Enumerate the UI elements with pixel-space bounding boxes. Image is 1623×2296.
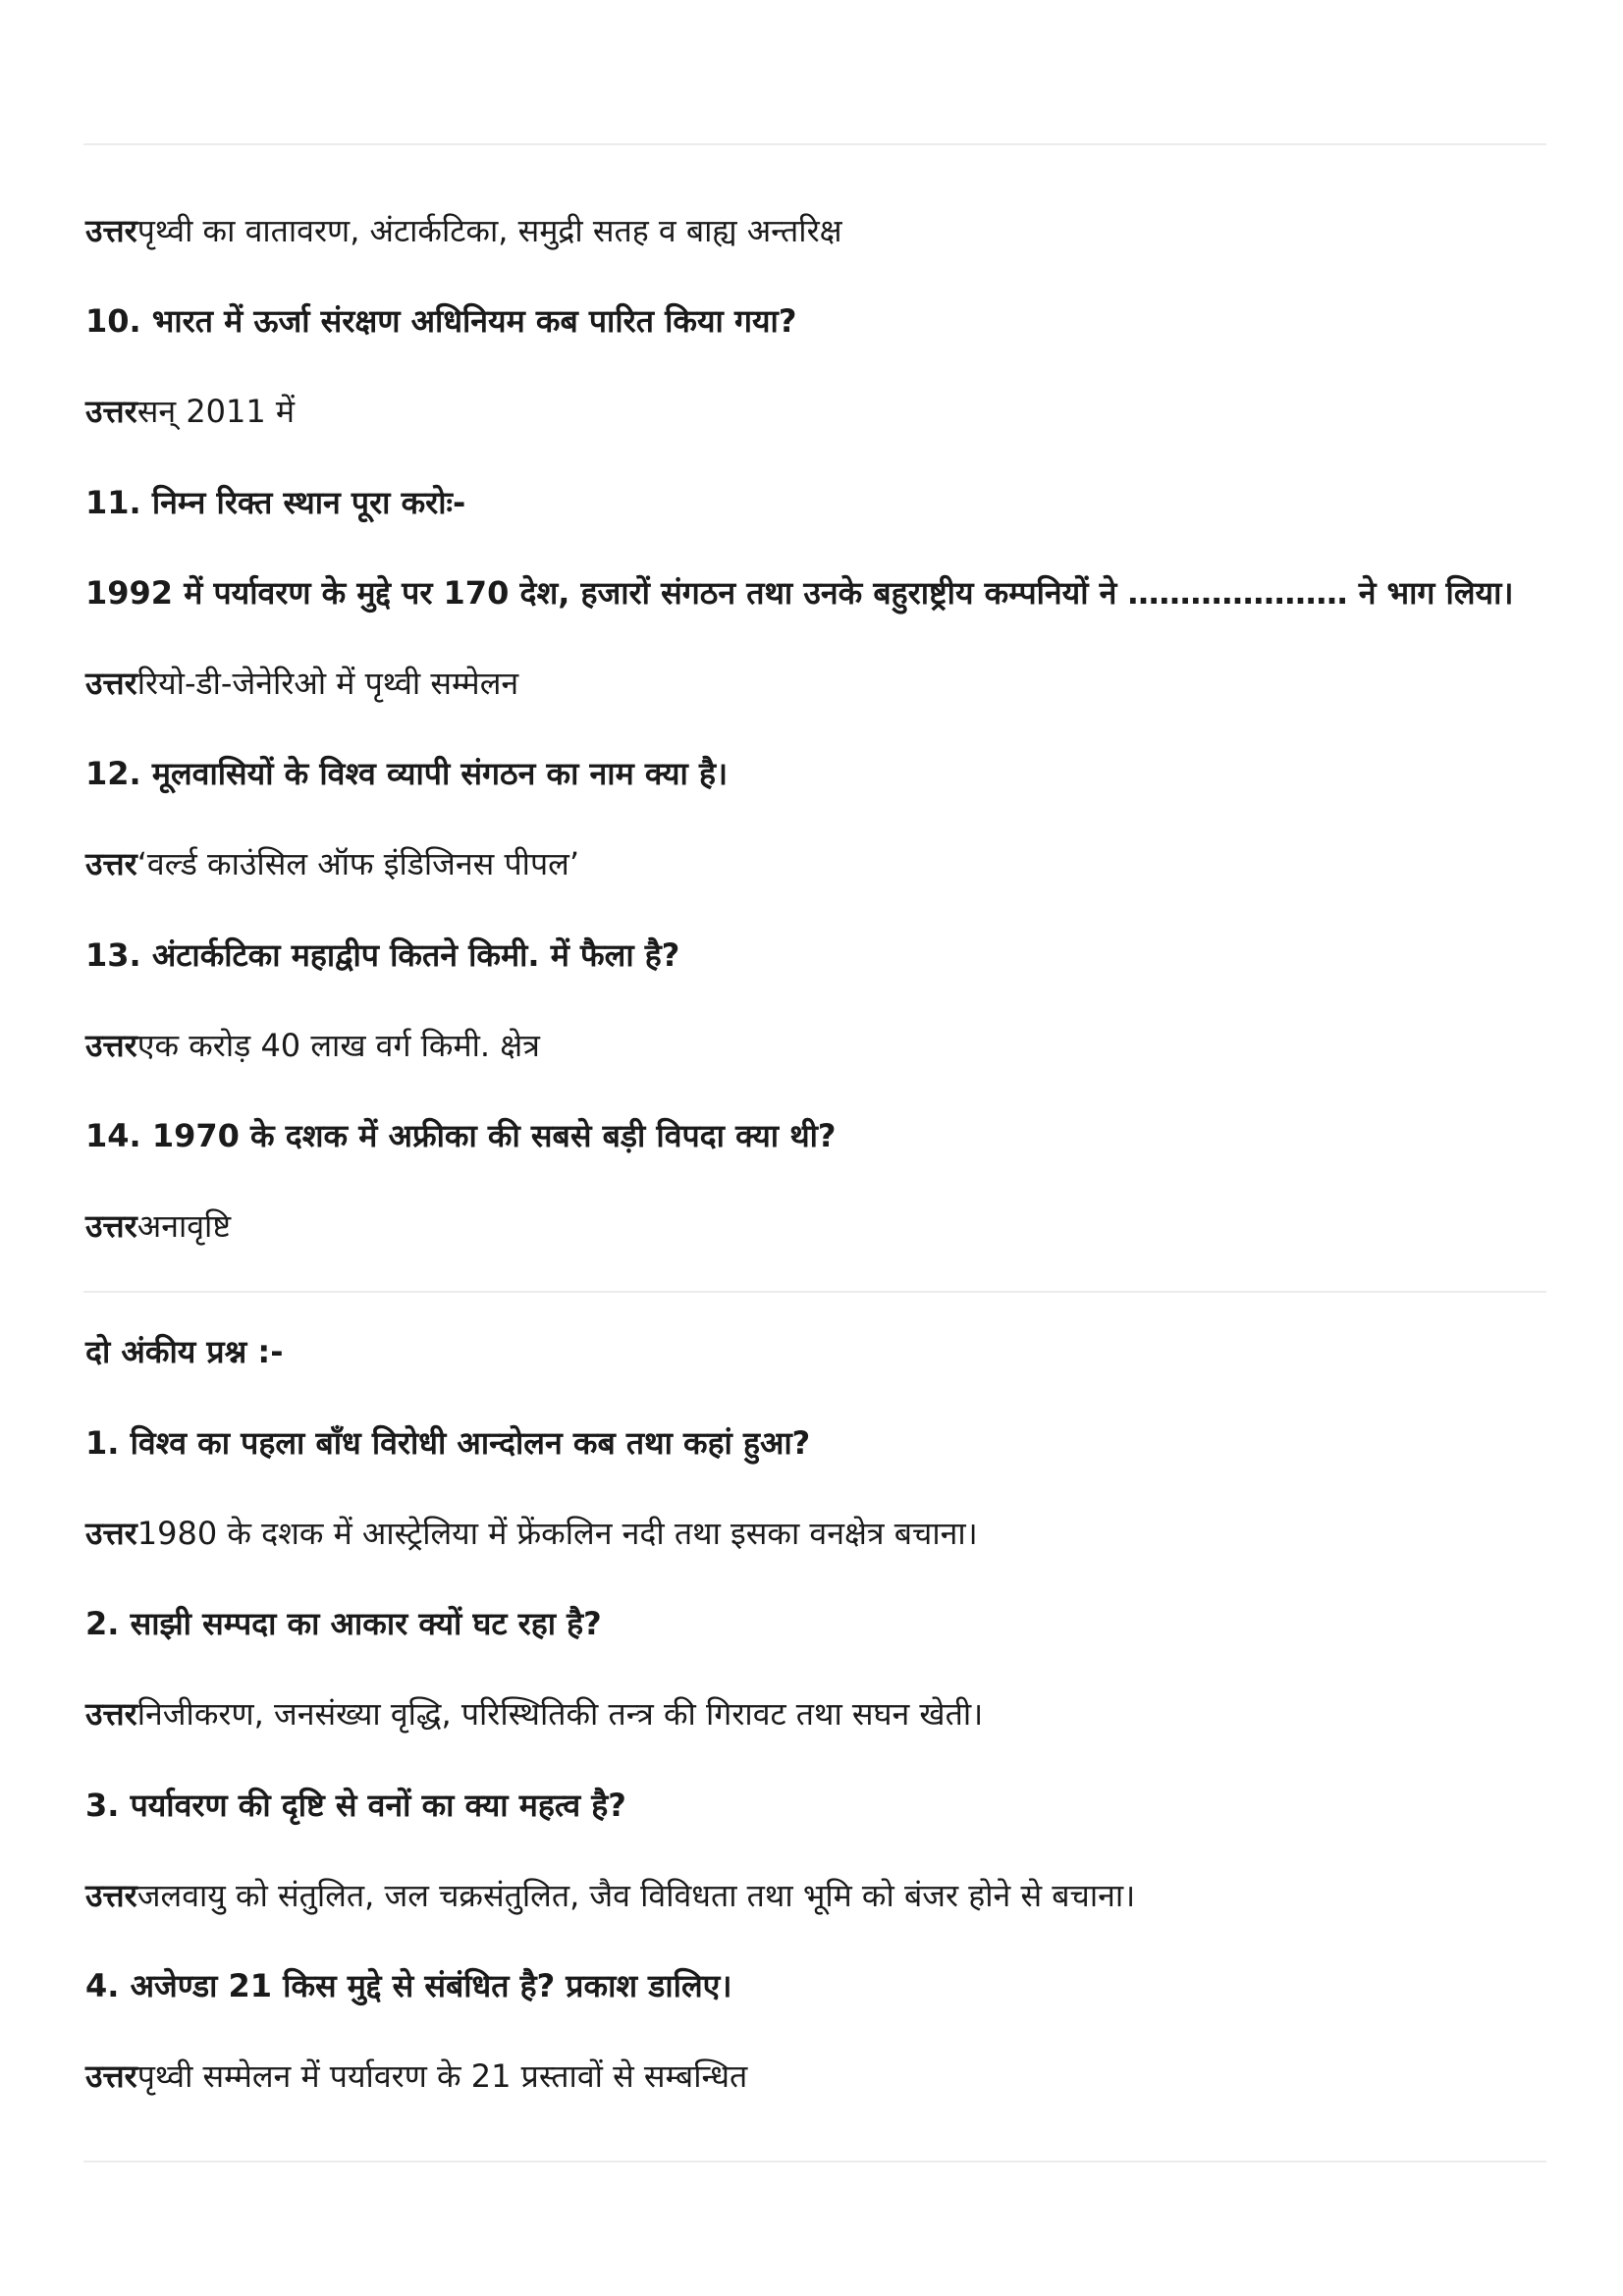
question-two-mark-4: 4. अजेण्डा 21 किस मुद्दे से संबंधित है? प्रकाश डालिए। [85,1967,732,2004]
question-11-statement: 1992 में पर्यावरण के मुद्दे पर 170 देश, हजारों संगठन तथा उनके बहुराष्ट्रीय कम्पनियों ने ………………… ने भाग लिया। [85,574,1514,612]
divider-middle [83,1291,1546,1293]
answer-text: 1980 के दशक में आस्ट्रेलिया में फ्रेंकलिन नदी तथा इसका वनक्षेत्र बचाना। [136,1515,978,1552]
question-two-mark-1: 1. विश्व का पहला बाँध विरोधी आन्दोलन कब तथा कहां हुआ? [85,1424,811,1462]
answer-label: उत्तर [85,2057,137,2095]
answer-two-mark-4 [85,2055,1578,2098]
answer-two-mark-1 [85,1512,1578,1555]
answer-label: उत्तर [85,393,137,430]
answer-label: उत्तर [85,1515,137,1552]
answer-text: सन् 2011 में [136,393,296,430]
answer-label: उत्तर [85,845,137,882]
question-11: 11. निम्न रिक्त स्थान पूरा करोः- [85,484,466,521]
section-heading: दो अंकीय प्रश्न :- [85,1333,284,1370]
answer-text: निजीकरण, जनसंख्या वृद्धि, परिस्थितिकी तन्त्र की गिरावट तथा सघन खेती। [136,1695,984,1733]
question-14: 14. 1970 के दशक में अफ्रीका की सबसे बड़ी विपदा क्या थी? [85,1117,837,1154]
answer-1 [85,209,1578,252]
answer-label: उत्तर [85,1207,137,1245]
answer-label: उत्तर [85,1695,137,1733]
answer-label: उत्तर [85,212,137,249]
answer-two-mark-2 [85,1692,1578,1735]
question-12: 12. मूलवासियों के विश्व व्यापी संगठन का नाम क्या है। [85,755,729,792]
answer-text: पृथ्वी का वातावरण, अंटार्कटिका, समुद्री सतह व बाह्य अन्तरिक्ष [136,212,842,249]
answer-two-mark-3 [85,1874,1578,1917]
answer-14 [85,1204,1578,1248]
divider-bottom [83,2161,1546,2163]
answer-text: जलवायु को संतुलित, जल चक्रसंतुलित, जैव विविधता तथा भूमि को बंजर होने से बचाना। [136,1877,1136,1914]
answer-label: उत्तर [85,1877,137,1914]
answer-text: ‘वर्ल्ड काउंसिल ऑफ इंडिजिनस पीपल’ [136,845,579,882]
answer-text: रियो-डी-जेनेरिओ में पृथ्वी सम्मेलन [136,665,519,702]
answer-text: अनावृष्टि [136,1207,232,1245]
answer-text: एक करोड़ 40 लाख वर्ग किमी. क्षेत्र [136,1027,540,1064]
answer-text: पृथ्वी सम्मेलन में पर्यावरण के 21 प्रस्तावों से सम्बन्धित [136,2057,748,2095]
question-two-mark-2: 2. साझी सम्पदा का आकार क्यों घट रहा है? [85,1605,602,1642]
question-two-mark-3: 3. पर्यावरण की दृष्टि से वनों का क्या महत्व है? [85,1787,626,1824]
answer-10 [85,390,1578,433]
answer-12 [85,842,1578,885]
question-10: 10. भारत में ऊर्जा संरक्षण अधिनियम कब पारित किया गया? [85,302,797,340]
answer-label: उत्तर [85,1027,137,1064]
answer-label: उत्तर [85,665,137,702]
divider-top [83,143,1546,145]
answer-13 [85,1024,1578,1067]
question-13: 13. अंटार्कटिका महाद्वीप कितने किमी. में फैला है? [85,936,680,974]
answer-11 [85,662,1578,705]
